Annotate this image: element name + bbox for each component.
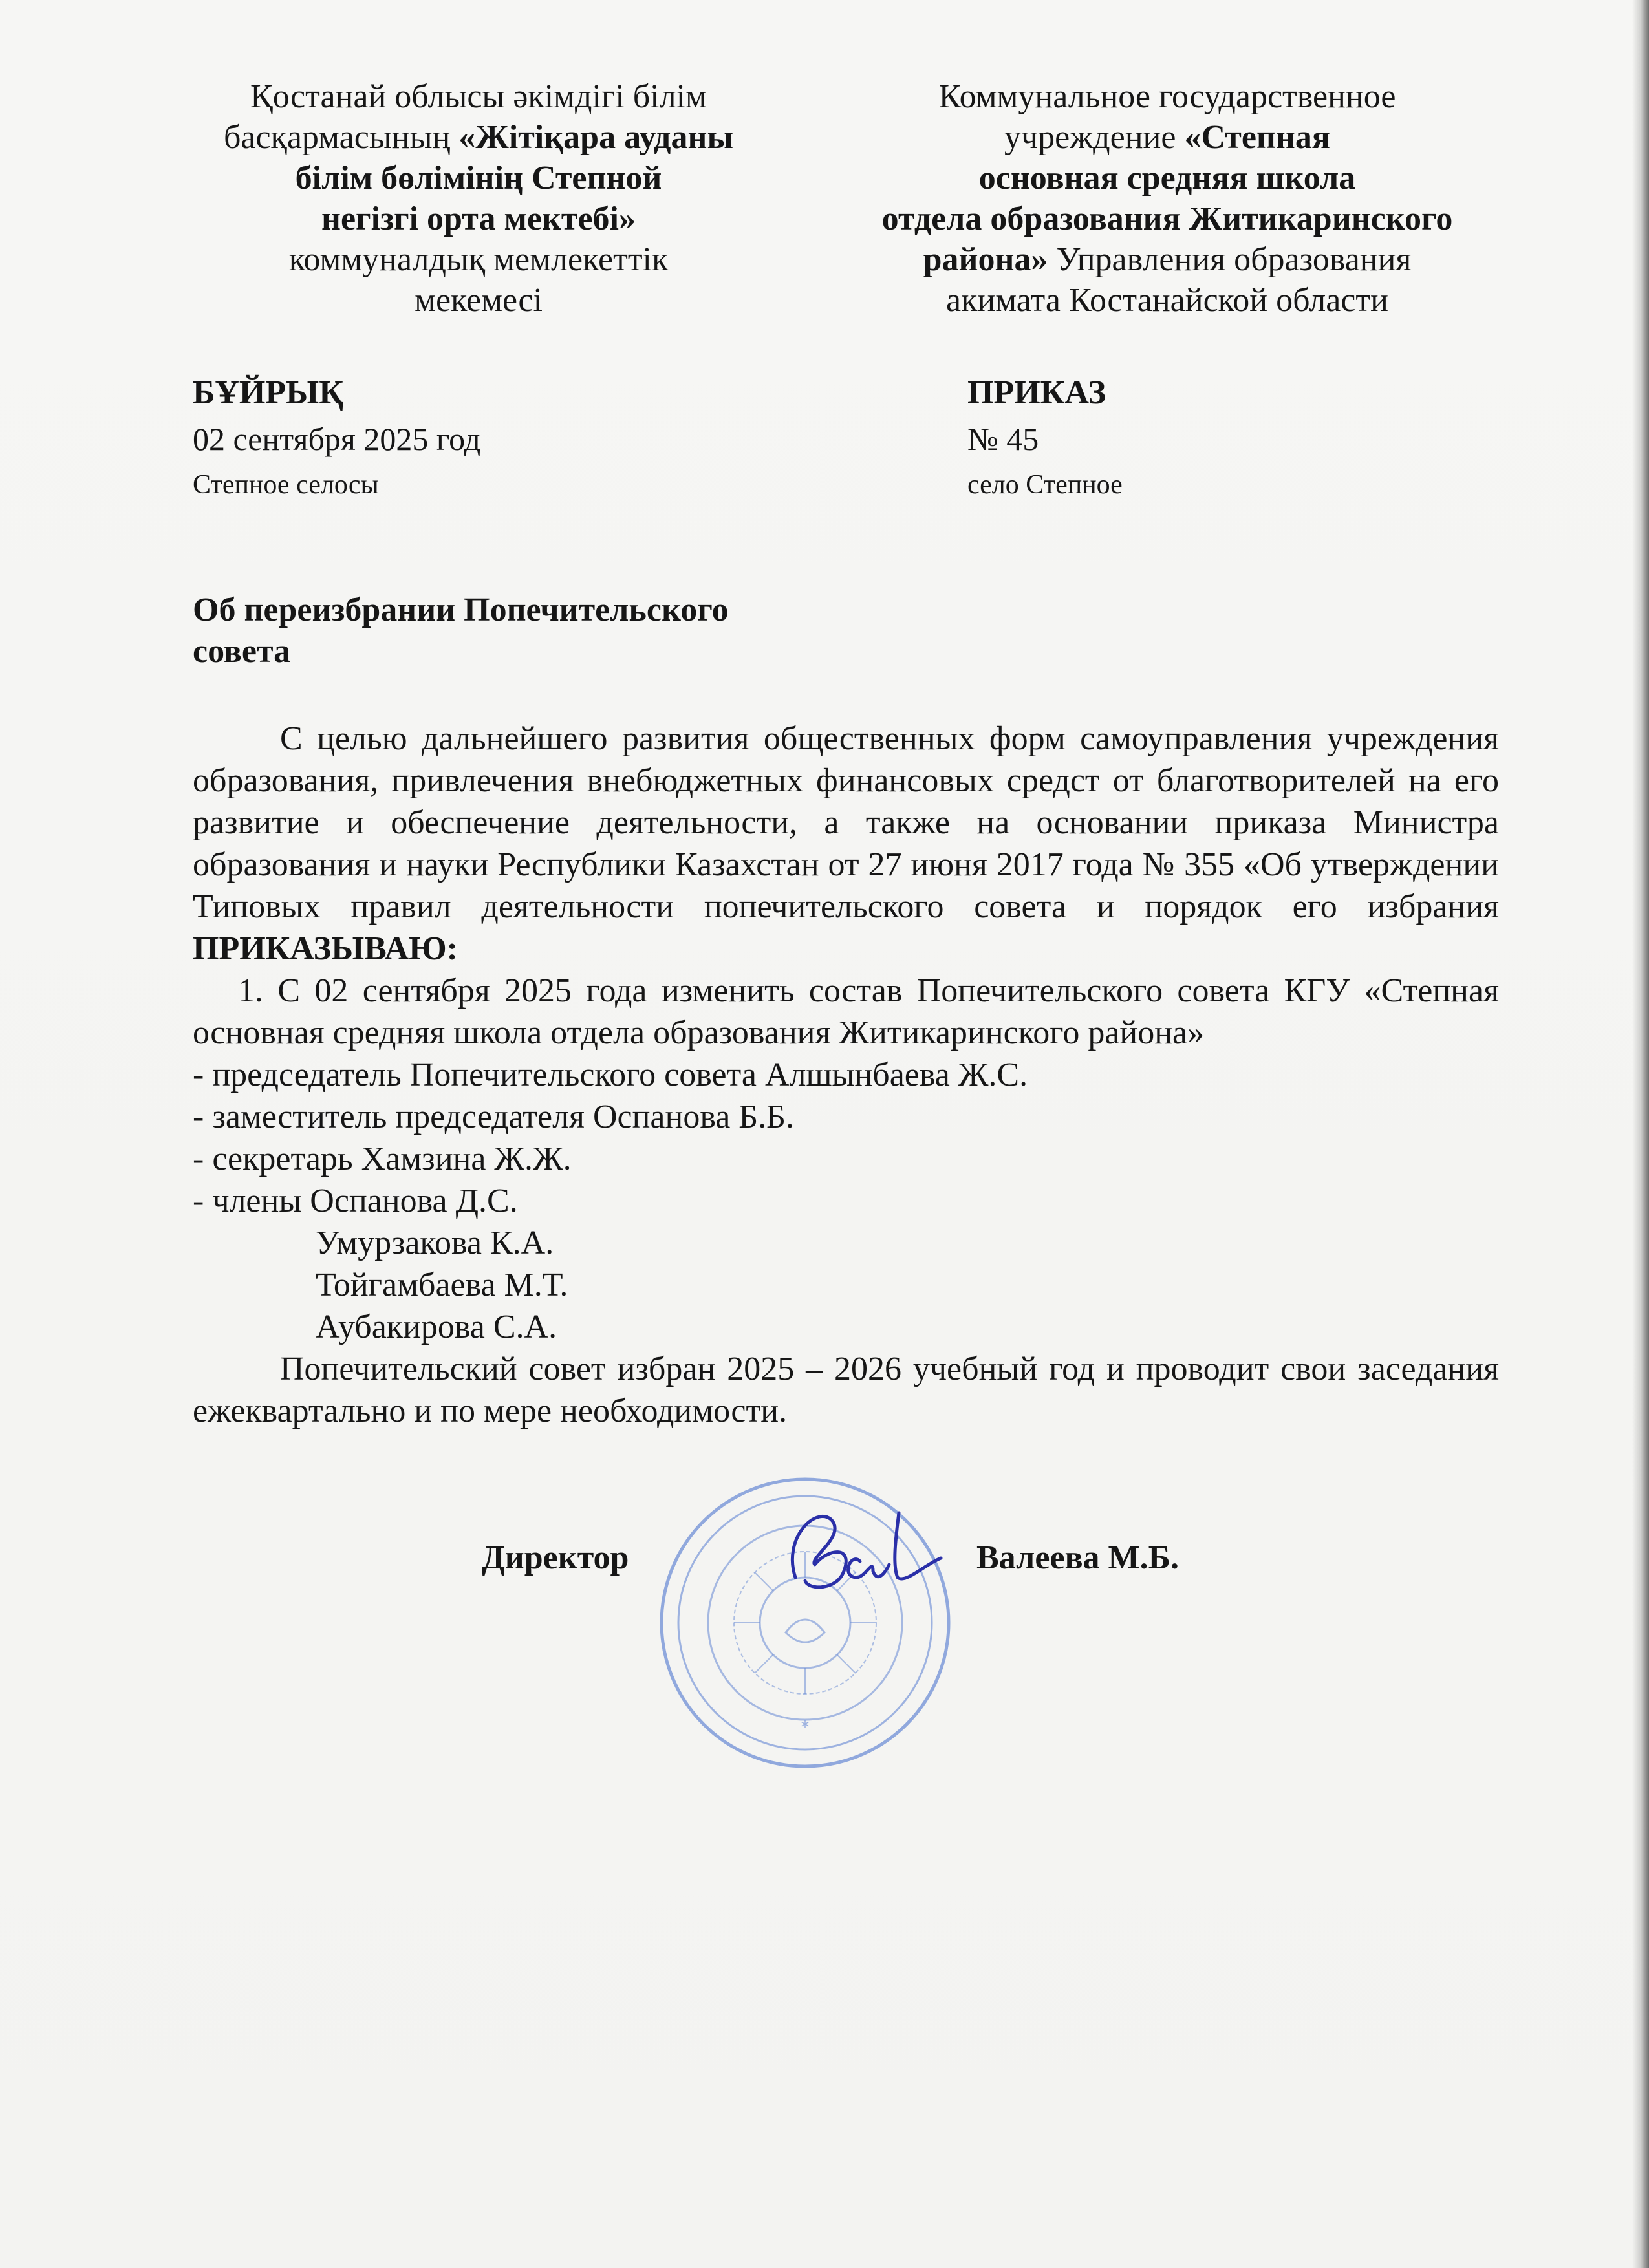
order-title-kz: БҰЙРЫҚ — [193, 374, 343, 411]
header-kz-line: негізгі орта мектебі» — [321, 200, 636, 237]
header-kazakh — [188, 76, 770, 321]
preamble-paragraph: С целью дальнейшего развития общественных форм самоуправления учреждения образования, привлечения внебюджетных финансовых средст от благотворителей на его развитие и обеспечение деятельности, а также на основании приказа Министра образования и науки Республики Казахстан от 27 июня 2017 года № 355 «Об утверждении Типовых правил деятельности попечительского совета и порядок его избрания ПРИКАЗЫВАЮ: — [193, 720, 1499, 967]
header-kz-line: басқармасының «Жітіқара ауданы — [223, 119, 734, 156]
header-kz-line: білім бөлімінің Степной — [295, 160, 662, 197]
item-1-paragraph: 1. С 02 сентября 2025 года изменить состав Попечительского совета КГУ «Степная основная средняя школа отдела образования Житикаринского района» — [193, 972, 1499, 1051]
subject-line: Об переизбрании Попечительского — [193, 592, 729, 628]
header-ru-line: Коммунальное государственное — [938, 78, 1396, 115]
header-kz-line: мекемесі — [415, 282, 543, 319]
header-ru-line: отдела образования Житикаринского — [881, 200, 1453, 237]
order-place-ru: село Степное — [967, 470, 1123, 500]
order-title-ru: ПРИКАЗ — [967, 374, 1106, 411]
director-title: Директор — [482, 1539, 629, 1576]
svg-text:*: * — [801, 1718, 810, 1737]
header-russian — [821, 76, 1513, 321]
header-ru-line: основная средняя школа — [978, 160, 1356, 197]
subject-line: совета — [193, 633, 291, 670]
closing-paragraph: Попечительский совет избран 2025 – 2026 учебный год и проводит свои заседания ежеквартально и по мере необходимости. — [193, 1351, 1499, 1429]
member-chairman: - председатель Попечительского совета Алшынбаева Ж.С. — [193, 1056, 1028, 1093]
member-secretary: - секретарь Хамзина Ж.Ж. — [193, 1140, 572, 1177]
scan-edge-shadow — [1632, 0, 1649, 2268]
header-ru-line: района» Управления образования — [923, 241, 1412, 278]
header-ru-line: учреждение «Степная — [1004, 119, 1330, 156]
member-item: Умурзакова К.А. — [316, 1225, 554, 1261]
header-kz-line: Қостанай облысы әкімдігі білім — [250, 78, 707, 115]
order-body — [193, 718, 1499, 1432]
member-item: Тойгамбаева М.Т. — [316, 1267, 568, 1303]
order-number: № 45 — [967, 421, 1039, 457]
member-item: Аубакирова С.А. — [316, 1309, 557, 1345]
document-header — [188, 76, 1513, 348]
header-kz-line: коммуналдық мемлекеттік — [288, 241, 669, 278]
member-first: - члены Оспанова Д.С. — [193, 1182, 518, 1219]
director-name: Валеева М.Б. — [976, 1539, 1180, 1576]
signature-row — [0, 1539, 1649, 1603]
order-word: ПРИКАЗЫВАЮ: — [193, 930, 458, 967]
header-ru-line: акимата Костанайской области — [946, 282, 1388, 319]
order-subject — [193, 590, 729, 672]
order-date: 02 сентября 2025 год — [193, 421, 481, 457]
order-place-kz: Степное селосы — [193, 470, 379, 500]
member-deputy: - заместитель председателя Оспанова Б.Б. — [193, 1098, 795, 1135]
